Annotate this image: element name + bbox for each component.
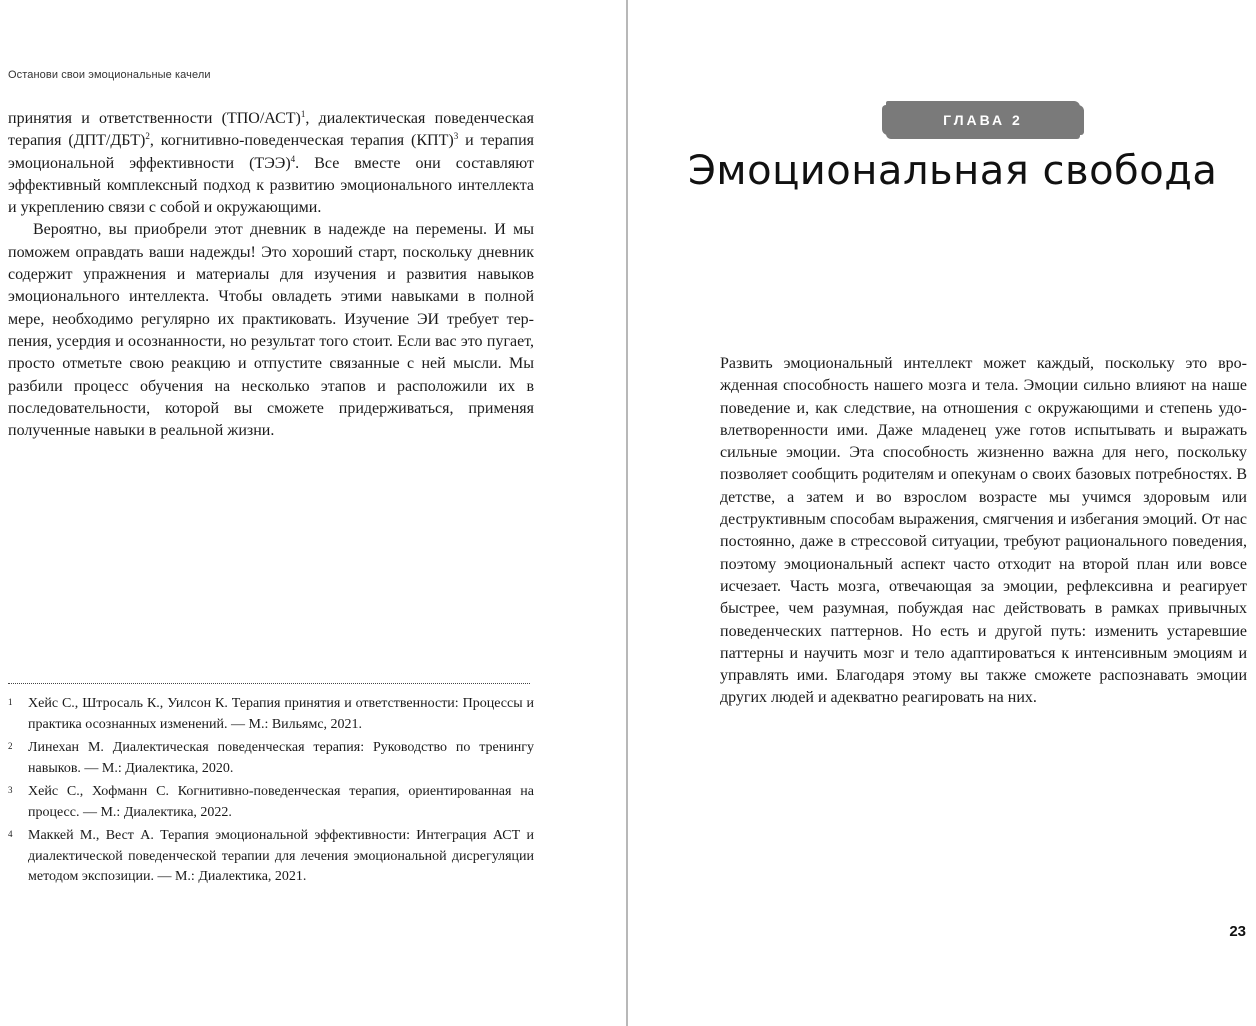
page-number: 23 [1229, 923, 1246, 940]
paragraph-2: Вероятно, вы приобрели этот дневник в надежде на перемены. И мы поможем оправдать ваши надежды! Это хороший старт, поскольку дневник содержит упражнения и материалы для изучения и развития навыков эмоционального интеллекта. Чтобы овладеть этими навыками в полной мере, необходимо регулярно их практиковать. Изучение ЭИ требует терпения, усердия и осознанности, но результат того стоит. Если вас это пугает, просто отметьте свою реакцию и отпустите связанные с ней мысли. Мы разбили процесс обучения на несколько этапов и расположили их в последовательности, которой вы сможете придерживаться, применяя полученные навыки в реальной жизни. [8, 221, 534, 440]
chapter-title: Эмоциональная свобода [688, 148, 1218, 194]
footnote-ref-2[interactable]: 2 [145, 131, 150, 142]
footnote-4 [8, 826, 534, 888]
chapter-label: ГЛАВА 2 [886, 101, 1080, 139]
footnotes [8, 694, 534, 891]
footnote-ref-4[interactable]: 4 [290, 153, 296, 164]
footnote-text: Маккей М., Вест А. Терапия эмоциональной эффективности: Интеграция АСТ и диалектической поведенческой терапии для лечения эмоциональной дисрегуляции методом экспозиции. — М.: Диалектика, 2021. [28, 828, 534, 884]
right-page [628, 0, 1256, 1026]
footnote-2 [8, 738, 534, 779]
footnote-number: 4 [8, 829, 13, 839]
chapter-intro-text: Развить эмоциональный интеллект может каждый, поскольку это врожденная способность нашего мозга и тела. Эмоции сильно влияют на наше поведение и, как следствие, на отношения с окружающими и степень удовлетворенности ими. Даже младенец уже готов испытывать и выражать сильные эмоции. Эта способность жизненно важна для него, поскольку позволяет сообщить родителям и опекунам о своих базовых потребностях. В детстве, а затем и во взрослом возрасте мы учимся здоровым или деструктивным способам выражения, смягчения и избегания эмоций. От нас постоянно, даже в стрессовой ситуации, требуют рационального поведения, поэтому эмоциональный аспект часто отходит на второй план или вовсе исчезает. Часть мозга, отвечающая за эмоции, рефлексивна и реагирует быстрее, чем разумная, побуждая нас действовать в рамках привычных поведенческих паттернов. Но есть и другой путь: изменить устаревшие паттерны и научить мозг и тело адаптироваться к интенсивным эмоциям и управлять ими. Благодаря этому вы также сможете распознавать эмоции других людей и адекватно реагировать на них. [720, 355, 1247, 707]
paragraph-1-part-5: . Все вместе они составляют эффективный комплексный подход к развитию эмоционального интеллекта и укреплению связи с собой и окружающими. [8, 154, 535, 217]
paragraph-1-part-3: , когнитивно-поведенческая терапия (КПТ) [149, 132, 454, 150]
left-page [0, 0, 626, 1026]
footnote-number: 2 [8, 741, 13, 751]
paragraph-1-part-4: и терапия эмоциональной эффективности (ТЭЭ) [8, 132, 534, 172]
footnote-number: 3 [8, 785, 13, 795]
footnote-ref-3[interactable]: 3 [453, 131, 459, 142]
paragraph-1 [8, 108, 534, 219]
footnote-ref-1[interactable]: 1 [300, 109, 306, 119]
running-header: Останови свои эмоциональные качели [8, 69, 211, 81]
footnote-text: Линехан М. Диалектическая поведенческая терапия: Руководство по тренингу навыков. — М.: Диалектика, 2020. [28, 740, 534, 776]
paragraph-1-part-1: принятия и ответственности (ТПО/АСТ) [8, 110, 301, 127]
footnote-text: Хейс С., Штросаль К., Уилсон К. Терапия принятия и ответственности: Процессы и практика осознанных изменений. — М.: Вильямс, 2021. [28, 696, 534, 732]
paragraph-1-part-2: , диалектическая поведенческая терапия (ДПТ/ДБТ) [8, 110, 534, 150]
footnote-divider [8, 683, 530, 684]
footnote-1 [8, 694, 534, 735]
footnote-text: Хейс С., Хофманн С. Когнитивно-поведенческая терапия, ориентированная на процесс. — М.: Диалектика, 2022. [28, 784, 534, 820]
footnote-3 [8, 782, 534, 823]
footnote-number: 1 [8, 697, 13, 707]
left-body-text [8, 108, 534, 442]
